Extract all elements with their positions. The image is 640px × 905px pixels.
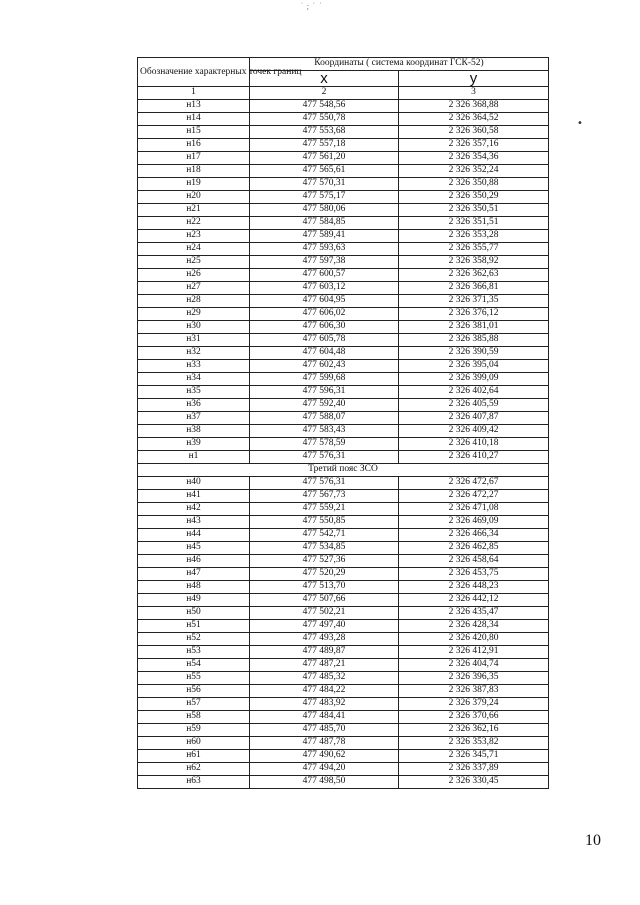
x-coordinate-cell: 477 527,36 <box>250 555 399 568</box>
x-coordinate-cell: 477 542,71 <box>250 529 399 542</box>
point-name-cell: н62 <box>138 763 250 776</box>
table-row <box>138 451 549 464</box>
point-name-cell: н63 <box>138 776 250 789</box>
x-coordinate-cell: 477 575,17 <box>250 191 399 204</box>
y-coordinate-cell: 2 326 458,64 <box>399 555 549 568</box>
point-name-cell: н50 <box>138 607 250 620</box>
table-row <box>138 399 549 412</box>
table-row <box>138 555 549 568</box>
y-coordinate-cell: 2 326 412,91 <box>399 646 549 659</box>
point-name-cell: н27 <box>138 282 250 295</box>
table-body <box>138 100 549 789</box>
x-coordinate-cell: 477 520,29 <box>250 568 399 581</box>
y-coordinate-cell: 2 326 462,85 <box>399 542 549 555</box>
point-name-cell: н26 <box>138 269 250 282</box>
point-name-cell: н1 <box>138 451 250 464</box>
table-row <box>138 321 549 334</box>
x-coordinate-cell: 477 494,20 <box>250 763 399 776</box>
y-coordinate-cell: 2 326 366,81 <box>399 282 549 295</box>
table-row <box>138 607 549 620</box>
point-name-cell: н25 <box>138 256 250 269</box>
x-coordinate-cell: 477 578,59 <box>250 438 399 451</box>
point-name-cell: н30 <box>138 321 250 334</box>
x-coordinate-cell: 477 606,02 <box>250 308 399 321</box>
x-coordinate-cell: 477 498,50 <box>250 776 399 789</box>
point-name-cell: н39 <box>138 438 250 451</box>
point-name-cell: н60 <box>138 737 250 750</box>
table-row <box>138 438 549 451</box>
point-name-cell: н54 <box>138 659 250 672</box>
y-coordinate-cell: 2 326 362,16 <box>399 724 549 737</box>
y-coordinate-cell: 2 326 404,74 <box>399 659 549 672</box>
point-name-cell: н59 <box>138 724 250 737</box>
x-coordinate-cell: 477 513,70 <box>250 581 399 594</box>
x-coordinate-cell: 477 487,78 <box>250 737 399 750</box>
table-row <box>138 672 549 685</box>
point-name-cell: н40 <box>138 477 250 490</box>
x-coordinate-cell: 477 493,28 <box>250 633 399 646</box>
x-coordinate-cell: 477 583,43 <box>250 425 399 438</box>
point-name-cell: н35 <box>138 386 250 399</box>
point-name-cell: н29 <box>138 308 250 321</box>
table-row <box>138 724 549 737</box>
point-name-cell: н49 <box>138 594 250 607</box>
y-coordinate-cell: 2 326 410,27 <box>399 451 549 464</box>
y-coordinate-cell: 2 326 385,88 <box>399 334 549 347</box>
y-coordinate-cell: 2 326 469,09 <box>399 516 549 529</box>
scan-artifact: ˙ ; ˙ ˙ <box>300 2 323 11</box>
y-coordinate-cell: 2 326 435,47 <box>399 607 549 620</box>
x-coordinate-cell: 477 550,85 <box>250 516 399 529</box>
y-coordinate-cell: 2 326 354,36 <box>399 152 549 165</box>
table-row <box>138 204 549 217</box>
x-coordinate-cell: 477 589,41 <box>250 230 399 243</box>
y-coordinate-cell: 2 326 453,75 <box>399 568 549 581</box>
header-col-number: 1 <box>138 87 250 100</box>
x-coordinate-cell: 477 599,68 <box>250 373 399 386</box>
x-coordinate-cell: 477 588,07 <box>250 412 399 425</box>
table-row <box>138 282 549 295</box>
x-coordinate-cell: 477 484,41 <box>250 711 399 724</box>
point-name-cell: н61 <box>138 750 250 763</box>
point-name-cell: н42 <box>138 503 250 516</box>
table-row <box>138 191 549 204</box>
point-name-cell: н24 <box>138 243 250 256</box>
x-coordinate-cell: 477 485,32 <box>250 672 399 685</box>
point-name-cell: н33 <box>138 360 250 373</box>
point-name-cell: н31 <box>138 334 250 347</box>
section-row <box>138 464 549 477</box>
x-coordinate-cell: 477 561,20 <box>250 152 399 165</box>
y-coordinate-cell: 2 326 448,23 <box>399 581 549 594</box>
point-name-cell: н18 <box>138 165 250 178</box>
y-coordinate-cell: 2 326 353,28 <box>399 230 549 243</box>
table-row <box>138 594 549 607</box>
x-coordinate-cell: 477 580,06 <box>250 204 399 217</box>
y-coordinate-cell: 2 326 399,09 <box>399 373 549 386</box>
table-row <box>138 581 549 594</box>
x-coordinate-cell: 477 597,38 <box>250 256 399 269</box>
x-coordinate-cell: 477 606,30 <box>250 321 399 334</box>
table-row <box>138 230 549 243</box>
section-title: Третий пояс ЗСО <box>138 464 549 477</box>
point-name-cell: н45 <box>138 542 250 555</box>
y-coordinate-cell: 2 326 330,45 <box>399 776 549 789</box>
y-coordinate-cell: 2 326 351,51 <box>399 217 549 230</box>
x-coordinate-cell: 477 534,85 <box>250 542 399 555</box>
point-name-cell: н51 <box>138 620 250 633</box>
point-name-cell: н16 <box>138 139 250 152</box>
y-coordinate-cell: 2 326 362,63 <box>399 269 549 282</box>
y-coordinate-cell: 2 326 353,82 <box>399 737 549 750</box>
table-row <box>138 269 549 282</box>
point-name-cell: н52 <box>138 633 250 646</box>
point-name-cell: н28 <box>138 295 250 308</box>
point-name-cell: н47 <box>138 568 250 581</box>
point-name-cell: н32 <box>138 347 250 360</box>
table-row <box>138 490 549 503</box>
y-coordinate-cell: 2 326 402,64 <box>399 386 549 399</box>
point-name-cell: н44 <box>138 529 250 542</box>
y-coordinate-cell: 2 326 442,12 <box>399 594 549 607</box>
x-coordinate-cell: 477 600,57 <box>250 269 399 282</box>
point-name-cell: н56 <box>138 685 250 698</box>
x-coordinate-cell: 477 593,63 <box>250 243 399 256</box>
y-coordinate-cell: 2 326 360,58 <box>399 126 549 139</box>
table-row <box>138 542 549 555</box>
point-name-cell: н17 <box>138 152 250 165</box>
table-row <box>138 633 549 646</box>
table-row <box>138 698 549 711</box>
x-coordinate-cell: 477 570,31 <box>250 178 399 191</box>
point-name-cell: н14 <box>138 113 250 126</box>
y-coordinate-cell: 2 326 410,18 <box>399 438 549 451</box>
y-coordinate-cell: 2 326 364,52 <box>399 113 549 126</box>
table-row <box>138 737 549 750</box>
point-name-cell: н46 <box>138 555 250 568</box>
y-coordinate-cell: 2 326 466,34 <box>399 529 549 542</box>
table-row <box>138 529 549 542</box>
point-name-cell: н13 <box>138 100 250 113</box>
y-coordinate-cell: 2 326 368,88 <box>399 100 549 113</box>
x-coordinate-cell: 477 576,31 <box>250 477 399 490</box>
x-coordinate-cell: 477 484,22 <box>250 685 399 698</box>
table-row <box>138 711 549 724</box>
table-row <box>138 139 549 152</box>
coordinates-table <box>137 57 549 789</box>
x-coordinate-cell: 477 489,87 <box>250 646 399 659</box>
y-coordinate-cell: 2 326 472,27 <box>399 490 549 503</box>
table-row <box>138 347 549 360</box>
header-coordinates: Координаты ( система координат ГСК-52) <box>250 58 549 71</box>
point-name-cell: н22 <box>138 217 250 230</box>
point-name-cell: н41 <box>138 490 250 503</box>
y-coordinate-cell: 2 326 355,77 <box>399 243 549 256</box>
table-row <box>138 750 549 763</box>
y-coordinate-cell: 2 326 381,01 <box>399 321 549 334</box>
y-coordinate-cell: 2 326 395,04 <box>399 360 549 373</box>
y-coordinate-cell: 2 326 350,88 <box>399 178 549 191</box>
x-coordinate-cell: 477 605,78 <box>250 334 399 347</box>
header-y: y <box>399 71 549 87</box>
y-coordinate-cell: 2 326 387,83 <box>399 685 549 698</box>
x-coordinate-cell: 477 565,61 <box>250 165 399 178</box>
table-row <box>138 685 549 698</box>
x-coordinate-cell: 477 576,31 <box>250 451 399 464</box>
y-coordinate-cell: 2 326 420,80 <box>399 633 549 646</box>
table-row <box>138 113 549 126</box>
x-coordinate-cell: 477 497,40 <box>250 620 399 633</box>
y-coordinate-cell: 2 326 396,35 <box>399 672 549 685</box>
y-coordinate-cell: 2 326 390,59 <box>399 347 549 360</box>
y-coordinate-cell: 2 326 409,42 <box>399 425 549 438</box>
y-coordinate-cell: 2 326 337,89 <box>399 763 549 776</box>
y-coordinate-cell: 2 326 472,67 <box>399 477 549 490</box>
table-row <box>138 126 549 139</box>
point-name-cell: н36 <box>138 399 250 412</box>
table-row <box>138 503 549 516</box>
x-coordinate-cell: 477 557,18 <box>250 139 399 152</box>
table-row <box>138 763 549 776</box>
x-coordinate-cell: 477 502,21 <box>250 607 399 620</box>
table-row <box>138 360 549 373</box>
x-coordinate-cell: 477 483,92 <box>250 698 399 711</box>
point-name-cell: н55 <box>138 672 250 685</box>
x-coordinate-cell: 477 548,56 <box>250 100 399 113</box>
table-row <box>138 373 549 386</box>
header-x: x <box>250 71 399 87</box>
header-point-name: Обозначение характерных точек границ <box>138 58 250 87</box>
y-coordinate-cell: 2 326 345,71 <box>399 750 549 763</box>
table-row <box>138 256 549 269</box>
x-coordinate-cell: 477 596,31 <box>250 386 399 399</box>
table-row <box>138 425 549 438</box>
table-row <box>138 295 549 308</box>
x-coordinate-cell: 477 584,85 <box>250 217 399 230</box>
x-coordinate-cell: 477 553,68 <box>250 126 399 139</box>
x-coordinate-cell: 477 604,48 <box>250 347 399 360</box>
table-row <box>138 412 549 425</box>
table-row <box>138 152 549 165</box>
point-name-cell: н19 <box>138 178 250 191</box>
table-row <box>138 243 549 256</box>
x-coordinate-cell: 477 559,21 <box>250 503 399 516</box>
y-coordinate-cell: 2 326 350,29 <box>399 191 549 204</box>
y-coordinate-cell: 2 326 371,35 <box>399 295 549 308</box>
x-coordinate-cell: 477 485,70 <box>250 724 399 737</box>
y-coordinate-cell: 2 326 428,34 <box>399 620 549 633</box>
point-name-cell: н21 <box>138 204 250 217</box>
table-row <box>138 620 549 633</box>
table-row <box>138 776 549 789</box>
point-name-cell: н37 <box>138 412 250 425</box>
y-coordinate-cell: 2 326 357,16 <box>399 139 549 152</box>
point-name-cell: н38 <box>138 425 250 438</box>
y-coordinate-cell: 2 326 379,24 <box>399 698 549 711</box>
y-coordinate-cell: 2 326 405,59 <box>399 399 549 412</box>
y-coordinate-cell: 2 326 376,12 <box>399 308 549 321</box>
x-coordinate-cell: 477 487,21 <box>250 659 399 672</box>
table-row <box>138 100 549 113</box>
table-row <box>138 386 549 399</box>
header-col-number: 3 <box>399 87 549 100</box>
table-row <box>138 165 549 178</box>
table-row <box>138 568 549 581</box>
point-name-cell: н58 <box>138 711 250 724</box>
point-name-cell: н23 <box>138 230 250 243</box>
table-row <box>138 477 549 490</box>
point-name-cell: н48 <box>138 581 250 594</box>
header-col-number: 2 <box>250 87 399 100</box>
x-coordinate-cell: 477 602,43 <box>250 360 399 373</box>
point-name-cell: н43 <box>138 516 250 529</box>
table-row <box>138 516 549 529</box>
x-coordinate-cell: 477 490,62 <box>250 750 399 763</box>
point-name-cell: н15 <box>138 126 250 139</box>
x-coordinate-cell: 477 507,66 <box>250 594 399 607</box>
table-row <box>138 646 549 659</box>
y-coordinate-cell: 2 326 471,08 <box>399 503 549 516</box>
y-coordinate-cell: 2 326 407,87 <box>399 412 549 425</box>
table-row <box>138 334 549 347</box>
x-coordinate-cell: 477 592,40 <box>250 399 399 412</box>
table-row <box>138 659 549 672</box>
x-coordinate-cell: 477 604,95 <box>250 295 399 308</box>
y-coordinate-cell: 2 326 370,66 <box>399 711 549 724</box>
y-coordinate-cell: 2 326 350,51 <box>399 204 549 217</box>
table-row <box>138 217 549 230</box>
x-coordinate-cell: 477 550,78 <box>250 113 399 126</box>
scan-artifact: • <box>577 118 583 129</box>
table-row <box>138 178 549 191</box>
x-coordinate-cell: 477 603,12 <box>250 282 399 295</box>
point-name-cell: н53 <box>138 646 250 659</box>
page-number: 10 <box>585 832 601 849</box>
point-name-cell: н20 <box>138 191 250 204</box>
y-coordinate-cell: 2 326 358,92 <box>399 256 549 269</box>
table-row <box>138 308 549 321</box>
point-name-cell: н57 <box>138 698 250 711</box>
y-coordinate-cell: 2 326 352,24 <box>399 165 549 178</box>
x-coordinate-cell: 477 567,73 <box>250 490 399 503</box>
point-name-cell: н34 <box>138 373 250 386</box>
